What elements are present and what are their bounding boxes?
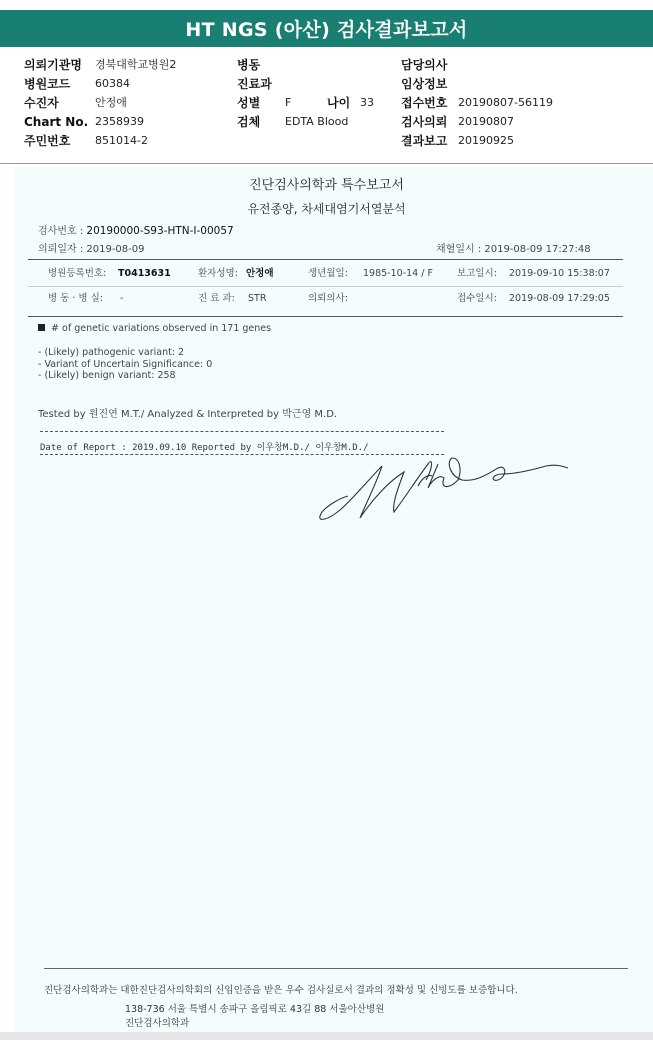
bottom-bar [0,1032,653,1040]
footer-department: 진단검사의학과 [125,1018,190,1029]
specimen-value: EDTA Blood [285,115,349,128]
report-time-label: 보고일시: [457,268,497,279]
hospital-code-label: 병원코드 [24,77,71,91]
signature [310,428,580,528]
tested-by: Tested by 원진연 M.T./ Analyzed & Interpreted by 박근영 M.D. [38,409,338,420]
report-section-title: 진단검사의학과 특수보고서 [249,178,404,193]
patient-name2-value: 안정애 [246,268,274,279]
hospital-code-value: 60384 [95,77,130,90]
reg-no-value: T0413631 [118,268,171,279]
receive-time-label: 접수일시: [457,293,497,304]
variants-header: # of genetic variations observed in 171 genes [51,323,272,334]
sex-label: 성별 [237,96,261,110]
reg-no-label: 병원등록번호: [48,268,107,279]
footer-divider [44,968,628,969]
dob-value: 1985-10-14 / F [363,268,433,279]
sex-value: F [285,96,292,109]
test-no-value: 20190000-S93-HTN-I-00057 [86,225,234,237]
report-title: HT NGS (아산) 검사결과보고서 [0,10,653,47]
variant-pathogenic: - (Likely) pathogenic variant: 2 [38,347,185,358]
ward-room-value: - [120,293,124,304]
request-date: 의뢰일자 : 2019-08-09 [38,244,145,255]
footer-certification: 진단검사의학과는 대한진단검사의학회의 신임인증을 받은 우수 검사실로서 결과의 정확성 및 신빙도를 보증합니다. [44,985,518,996]
doctor-label: 의뢰의사: [308,293,348,304]
footer-address: 138-736 서울 특별시 송파구 올림픽로 43길 88 서울아산병원 [125,1004,385,1015]
resident-no-label: 주민번호 [24,134,71,148]
bullet-square-icon [38,324,45,331]
receive-time-value: 2019-08-09 17:29:05 [509,293,610,304]
patient-detail-box [28,259,623,317]
box-divider [28,286,623,287]
patient-name-label: 수진자 [24,96,59,110]
dept2-label: 진 료 과: [198,293,235,304]
institution-value: 경북대학교병원2 [95,58,177,71]
age-label: 나이 [327,96,351,110]
specimen-label: 검체 [237,115,261,129]
report-time-value: 2019-09-10 15:38:07 [509,268,610,279]
chart-no-label: Chart No. [24,115,89,129]
dept2-value: STR [248,293,267,304]
variant-vus: - Variant of Uncertain Significance: 0 [38,358,213,370]
chart-no-value: 2358939 [95,115,144,128]
clinical-info-label: 임상정보 [401,77,448,91]
test-no-label: 검사번호 : [38,226,84,237]
result-report-value: 20190925 [458,134,514,147]
request-date-value: 20190807 [458,115,514,128]
dob-label: 생년월일: [308,268,348,279]
header-divider [0,163,653,164]
ward-label: 병동 [237,58,261,72]
age-value: 33 [360,96,374,109]
date-of-report: Date of Report : 2019.09.10 Reported by 이우창M.D./ 이우창M.D./ [40,443,369,453]
ward-room-label: 병 동 · 병 실: [48,293,104,304]
collect-date: 채혈일시 : 2019-08-09 17:27:48 [436,244,591,255]
department-label: 진료과 [237,77,272,91]
variant-benign: - (Likely) benign variant: 258 [38,370,176,381]
report-subtitle: 유전종양, 차세대염기서열분석 [247,202,406,216]
result-report-label: 결과보고 [401,134,448,148]
patient-info-header [0,56,653,156]
request-date-label: 검사의뢰 [401,115,448,129]
receipt-no-value: 20190807-56119 [458,96,553,109]
attending-label: 담당의사 [401,58,448,72]
patient-name2-label: 환자성명: [198,268,238,279]
institution-label: 의뢰기관명 [24,58,82,72]
patient-name-value: 안정애 [95,96,127,109]
receipt-no-label: 접수번호 [401,96,448,110]
resident-no-value: 851014-2 [95,134,148,147]
